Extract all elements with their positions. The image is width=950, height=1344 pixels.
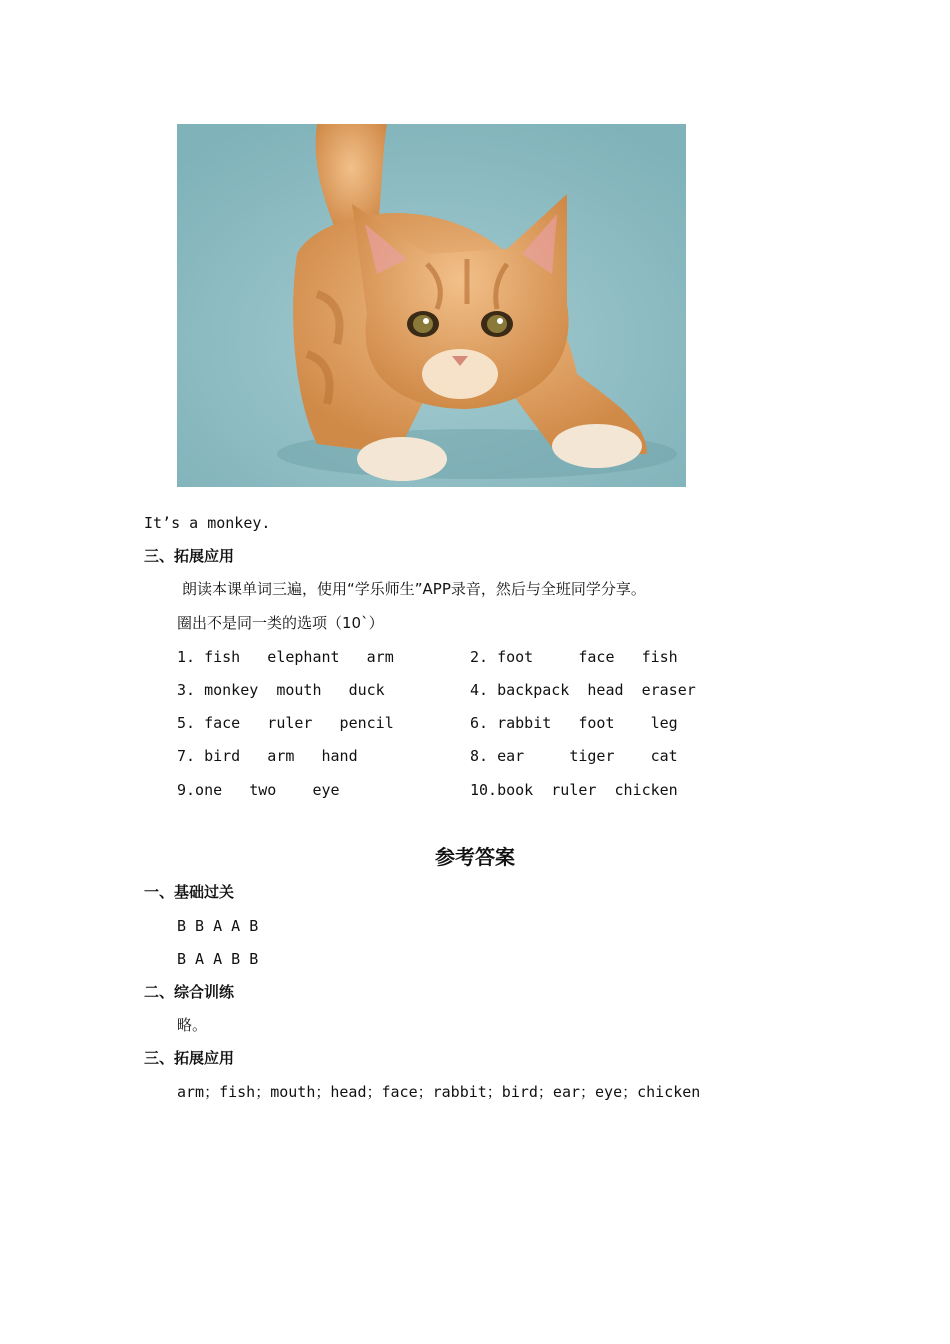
exercise-item-6: 6. rabbit foot leg bbox=[470, 714, 678, 732]
section3-heading: 三、拓展应用 bbox=[144, 547, 235, 565]
answers-section1-line2: B A A B B bbox=[177, 950, 259, 968]
exercise-item-4: 4. backpack head eraser bbox=[470, 681, 696, 699]
exercise-item-3: 3. monkey mouth duck bbox=[177, 681, 385, 699]
answers-section3-heading: 三、拓展应用 bbox=[144, 1049, 235, 1067]
exercise-item-1: 1. fish elephant arm bbox=[177, 648, 394, 666]
instruction-text: 朗读本课单词三遍，使用“学乐师生”APP录音，然后与全班同学分享。 bbox=[182, 580, 646, 598]
answers-section2-text: 略。 bbox=[177, 1016, 208, 1034]
exercise-item-7: 7. bird arm hand bbox=[177, 747, 358, 765]
answers-section3-text: arm；fish；mouth；head；face；rabbit；bird；ear；eye；chicken bbox=[177, 1083, 701, 1101]
answers-title: 参考答案 bbox=[435, 845, 515, 869]
exercise-item-8: 8. ear tiger cat bbox=[470, 747, 678, 765]
exercise-item-9: 9.one two eye bbox=[177, 781, 340, 799]
answers-section2-heading: 二、综合训练 bbox=[144, 983, 235, 1001]
exercise-item-5: 5. face ruler pencil bbox=[177, 714, 394, 732]
cat-photo bbox=[177, 124, 686, 487]
task-text: 圈出不是同一类的选项（10`） bbox=[177, 614, 384, 632]
exercise-item-2: 2. foot face fish bbox=[470, 648, 678, 666]
answers-section1-line1: B B A A B bbox=[177, 917, 259, 935]
exercise-item-10: 10.book ruler chicken bbox=[470, 781, 678, 799]
answers-section1-heading: 一、基础过关 bbox=[144, 883, 235, 901]
cat-illustration bbox=[177, 124, 686, 487]
photo-caption: It’s a monkey. bbox=[144, 514, 271, 532]
